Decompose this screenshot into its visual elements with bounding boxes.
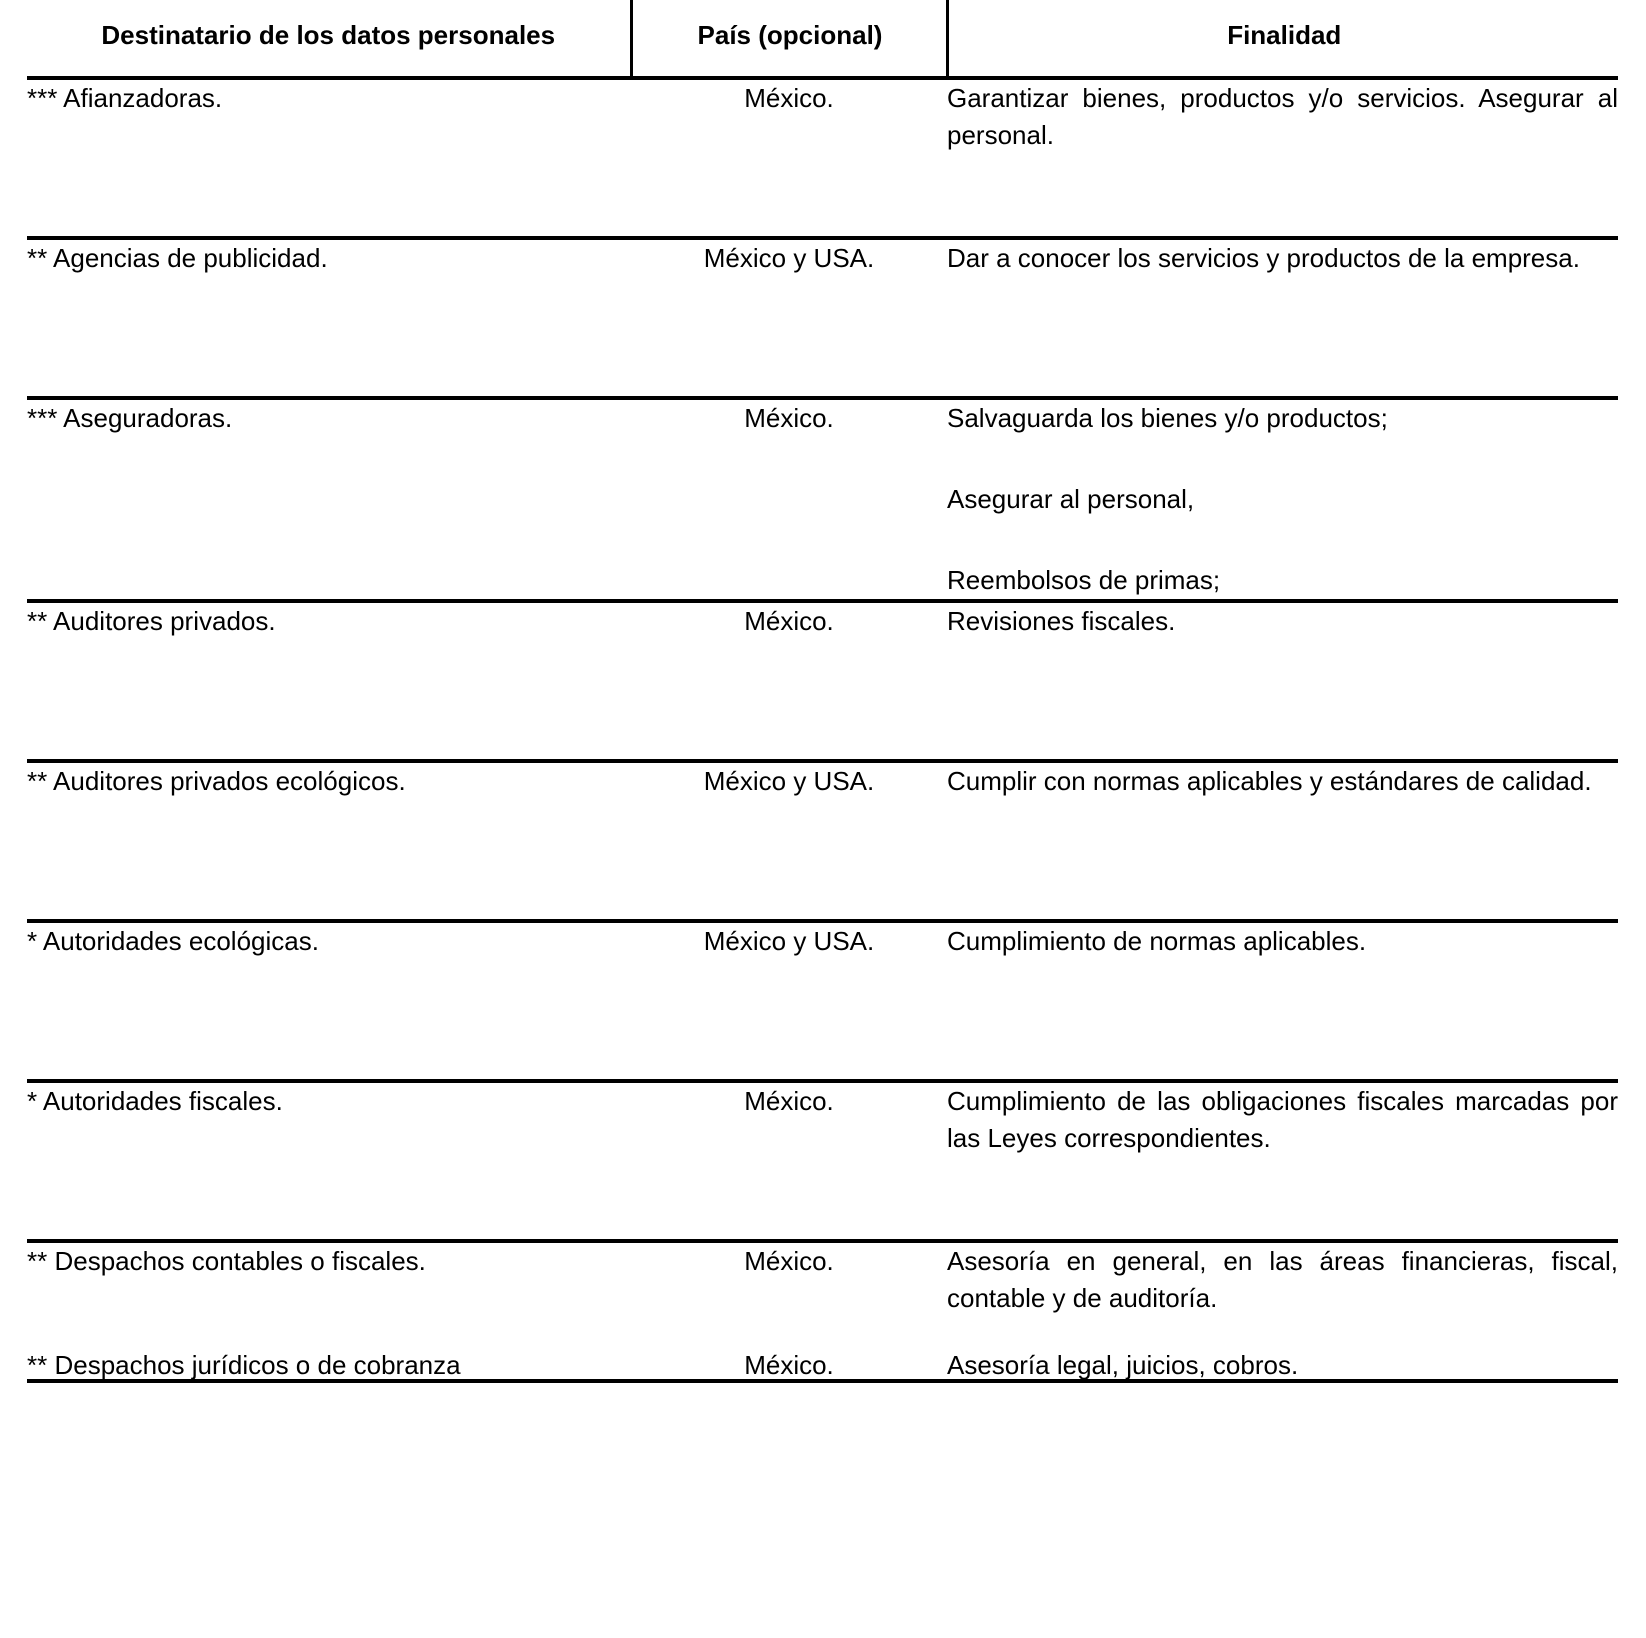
- finalidad-line: Asegurar al personal,: [947, 483, 1195, 514]
- table-body: [27, 78, 1618, 1591]
- cell-finalidad: [947, 1349, 1618, 1591]
- column-header-pais: País (opcional): [631, 0, 947, 78]
- table-row: [27, 601, 1618, 761]
- cell-destinatario: ** Auditores privados.: [27, 601, 631, 761]
- cell-pais: México.: [631, 398, 947, 601]
- cell-destinatario: ** Despachos contables o fiscales.: [27, 1241, 631, 1381]
- cell-pais: México y USA.: [631, 921, 947, 1081]
- cell-destinatario-text: ** Despachos jurídicos o de cobranza: [27, 1349, 461, 1380]
- cell-pais: México.: [631, 1241, 947, 1381]
- column-header-finalidad: Finalidad: [947, 0, 1618, 78]
- cell-destinatario: ** Auditores privados ecológicos.: [27, 761, 631, 921]
- table-row: [27, 238, 1618, 398]
- cell-finalidad: Cumplir con normas aplicables y estándares de calidad.: [947, 761, 1618, 921]
- table-row: [27, 78, 1618, 238]
- cell-destinatario: * Autoridades ecológicas.: [27, 921, 631, 1081]
- cell-finalidad: Cumplimiento de las obligaciones fiscales marcadas por las Leyes correspondientes.: [947, 1081, 1618, 1241]
- cell-pais-text: México.: [744, 1349, 834, 1380]
- table-header: [27, 0, 1618, 78]
- table-row: [27, 1381, 1618, 1591]
- cell-pais: México.: [631, 1081, 947, 1241]
- cell-destinatario: *** Aseguradoras.: [27, 398, 631, 601]
- cell-pais: México y USA.: [631, 761, 947, 921]
- cell-pais: México.: [631, 601, 947, 761]
- cell-destinatario: *** Afianzadoras.: [27, 78, 631, 238]
- recipients-data-table: [27, 0, 1618, 1591]
- table-header-row: [27, 0, 1618, 78]
- cell-destinatario: * Autoridades fiscales.: [27, 1081, 631, 1241]
- cell-pais: México y USA.: [631, 238, 947, 398]
- cell-finalidad-text: Asesoría legal, juicios, cobros.: [947, 1349, 1299, 1380]
- cell-finalidad: Cumplimiento de normas aplicables.: [947, 921, 1618, 1081]
- finalidad-line: Reembolsos de primas;: [947, 564, 1221, 595]
- cell-finalidad: [947, 398, 1618, 601]
- cell-destinatario: ** Agencias de publicidad.: [27, 238, 631, 398]
- table-row: [27, 761, 1618, 921]
- cell-finalidad: Garantizar bienes, productos y/o servicios. Asegurar al personal.: [947, 78, 1618, 238]
- cell-destinatario: [27, 1349, 631, 1591]
- cell-pais: [631, 1349, 947, 1591]
- cell-finalidad: Revisiones fiscales.: [947, 601, 1618, 761]
- column-header-destinatario: Destinatario de los datos personales: [27, 0, 631, 78]
- finalidad-line: Salvaguarda los bienes y/o productos;: [947, 403, 1388, 433]
- cell-pais: México.: [631, 78, 947, 238]
- table-row: [27, 1081, 1618, 1241]
- cell-finalidad: Dar a conocer los servicios y productos de la empresa.: [947, 238, 1618, 398]
- table-row: [27, 921, 1618, 1081]
- table-row: [27, 398, 1618, 601]
- cell-finalidad: Asesoría en general, en las áreas financieras, fiscal, contable y de auditoría.: [947, 1241, 1618, 1381]
